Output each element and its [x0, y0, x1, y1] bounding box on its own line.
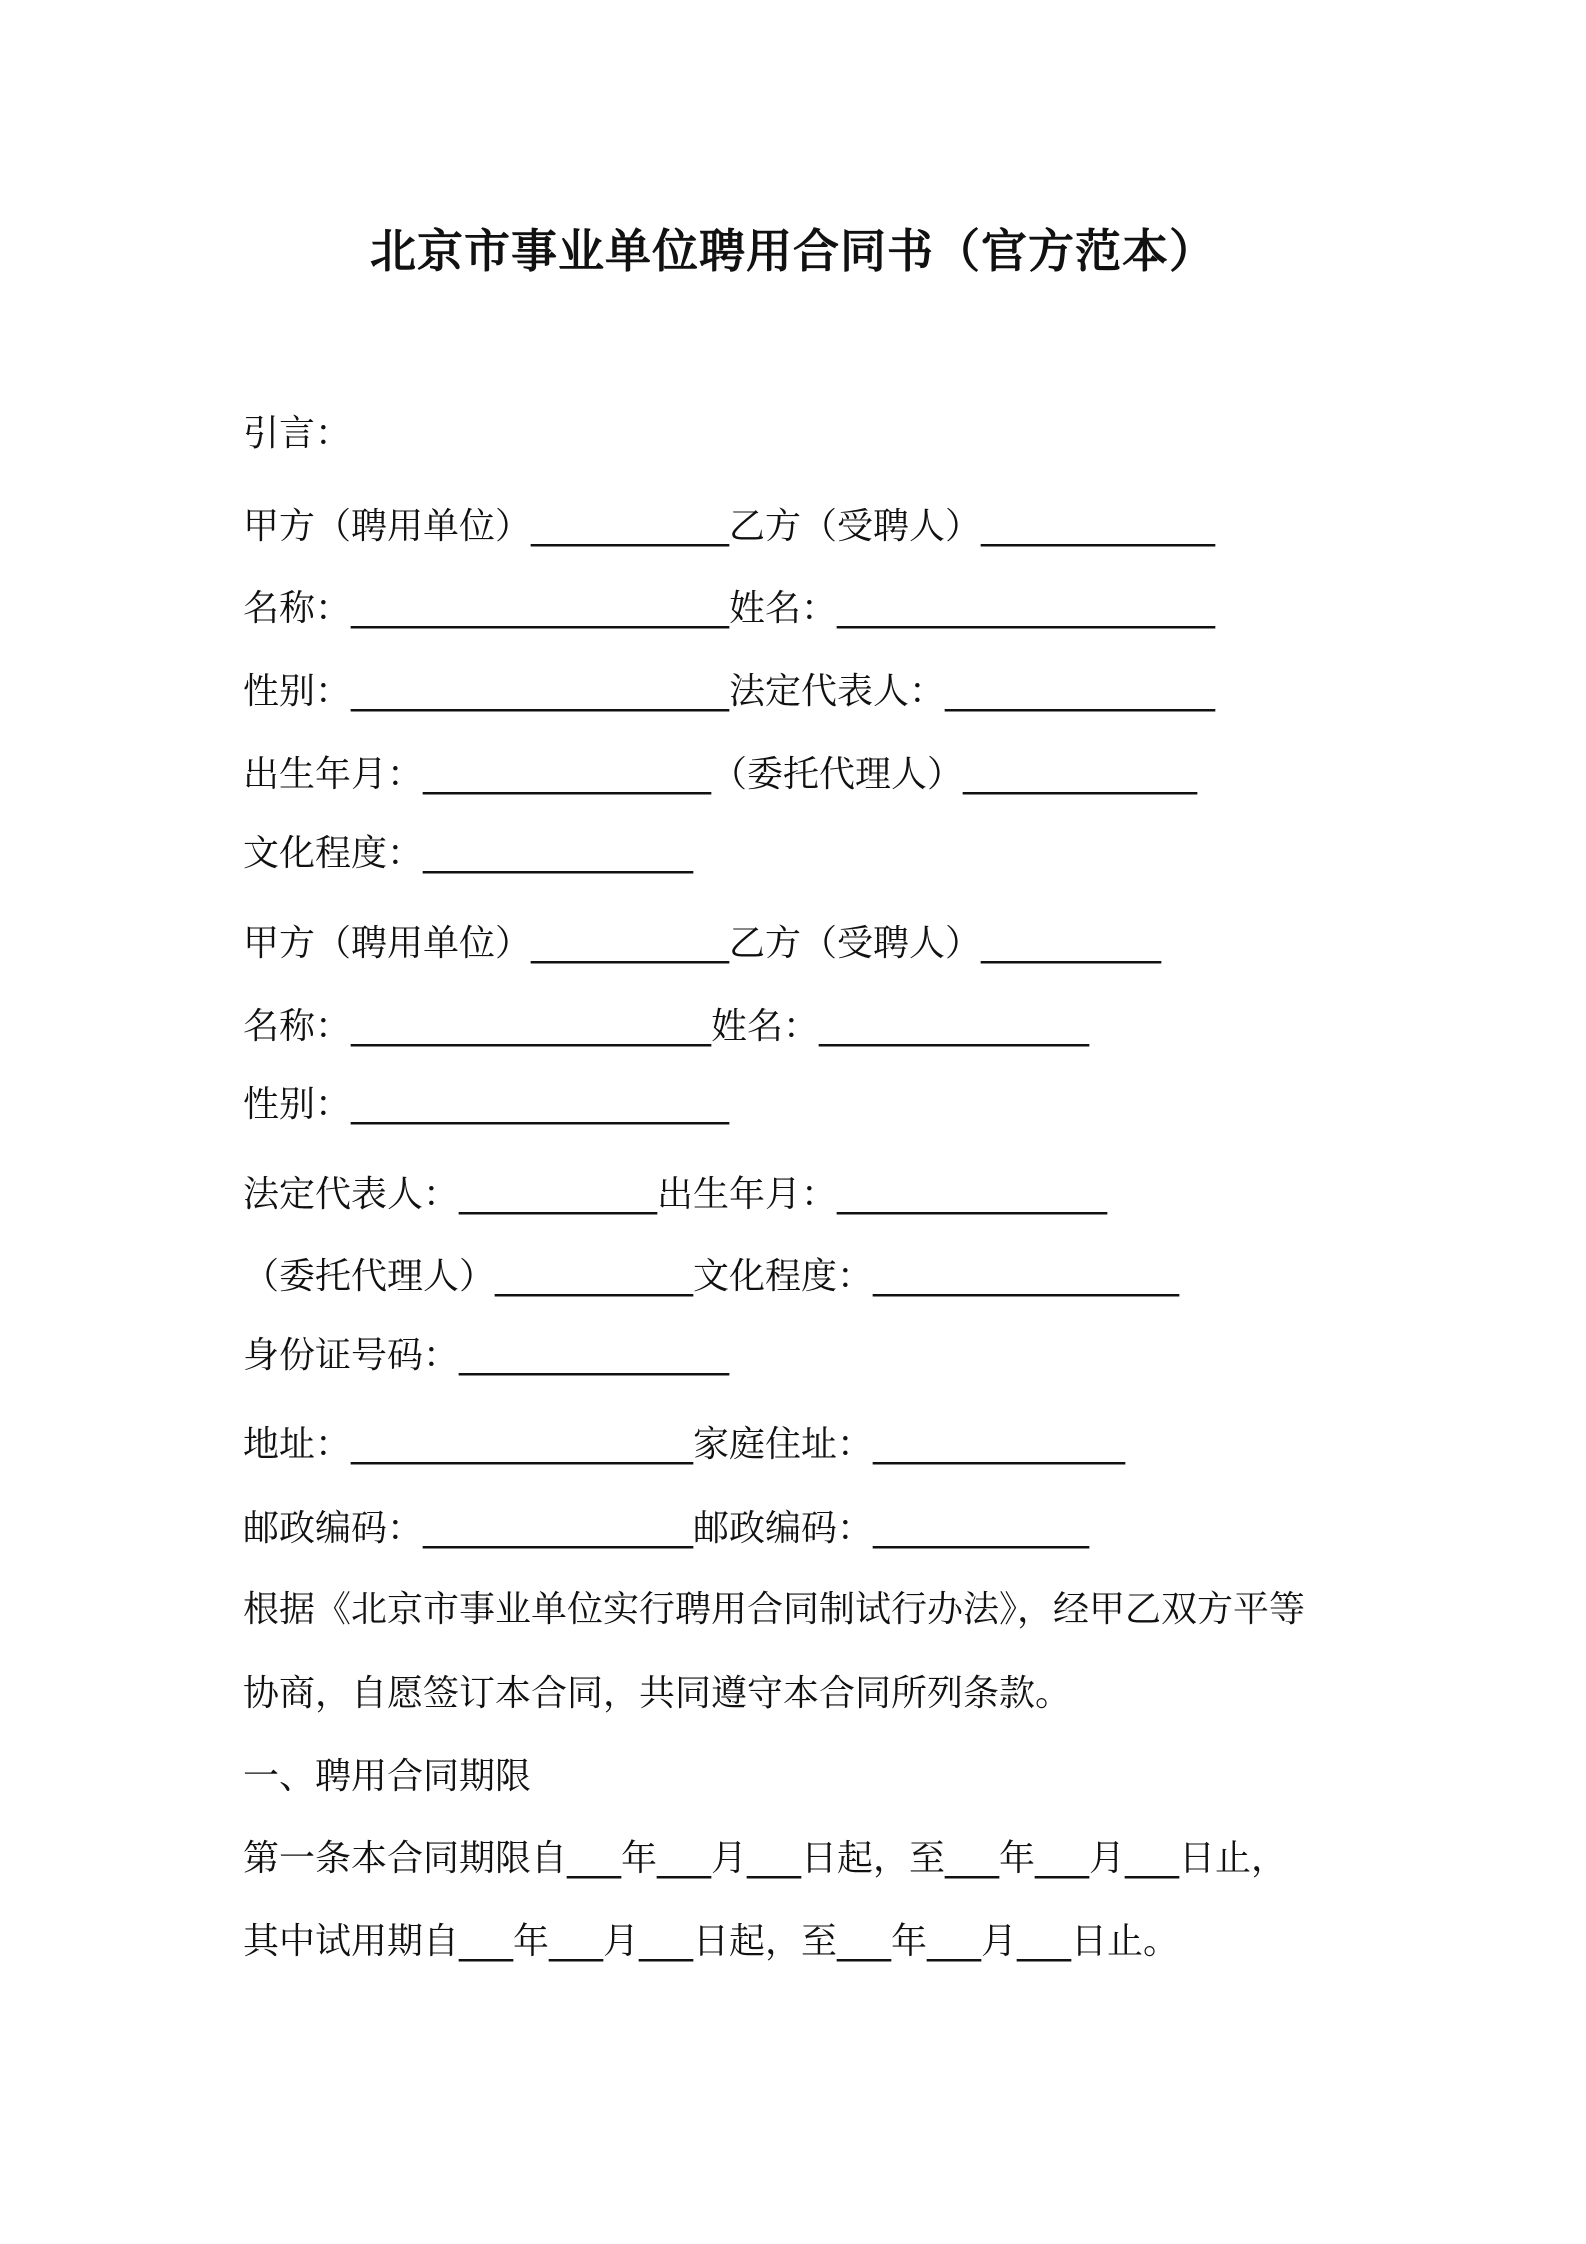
name-line-2: 名称：____________________姓名：_______________ [243, 1006, 1090, 1047]
birth-agent-line-1: 出生年月：________________（委托代理人）_____________ [243, 754, 1198, 795]
party-line-2: 甲方（聘用单位）___________乙方（受聘人）__________ [243, 923, 1162, 964]
gender-line-2: 性别：_____________________ [243, 1084, 730, 1125]
agent-education-line-2: （委托代理人）___________文化程度：_________________ [243, 1256, 1180, 1297]
preamble-line-2: 协商，自愿签订本合同，共同遵守本合同所列条款。 [243, 1673, 1072, 1714]
education-line-1: 文化程度：_______________ [243, 833, 694, 874]
gender-rep-line-1: 性别：_____________________法定代表人：_______________ [243, 671, 1216, 712]
name-line-1: 名称：_____________________姓名：_____________________ [243, 588, 1216, 629]
article-1-line-2: 其中试用期自___年___月___日起，至___年___月___日止。 [243, 1921, 1180, 1962]
address-line: 地址：___________________家庭住址：______________ [243, 1424, 1126, 1465]
postcode-line: 邮政编码：_______________邮政编码：____________ [243, 1508, 1090, 1549]
preamble-line-1: 根据《北京市事业单位实行聘用合同制试行办法》，经甲乙双方平等 [243, 1589, 1306, 1630]
document-title: 北京市事业单位聘用合同书（官方范本） [370, 224, 1216, 278]
rep-birth-line-2: 法定代表人：___________出生年月：_______________ [243, 1174, 1108, 1215]
intro-heading: 引言： [243, 413, 352, 454]
party-line-1: 甲方（聘用单位）___________乙方（受聘人）_____________ [243, 506, 1216, 547]
id-number-line: 身份证号码：_______________ [243, 1335, 730, 1376]
article-1-line-1: 第一条本合同期限自___年___月___日起，至___年___月___日止， [243, 1838, 1288, 1879]
section-heading-term: 一、聘用合同期限 [243, 1756, 532, 1797]
